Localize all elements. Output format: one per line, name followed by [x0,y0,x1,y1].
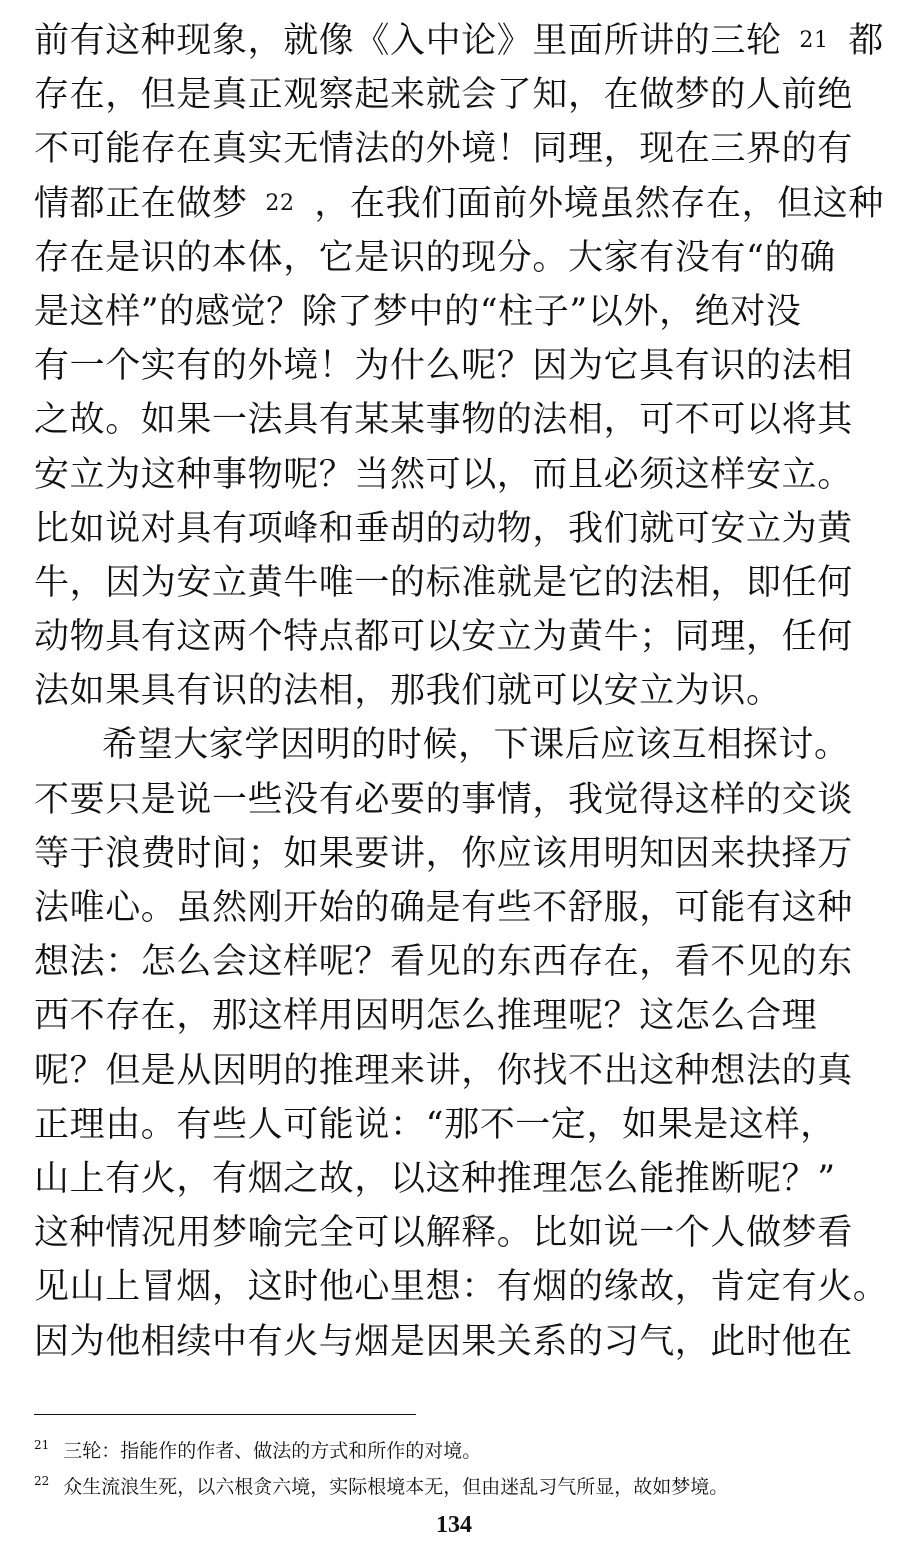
text-line [34,231,884,285]
text-line [34,664,884,718]
text-line [34,1315,884,1369]
text-line [34,881,884,935]
line-text: 动物具有这两个特点都可以安立为黄牛；同理，任何 [34,617,853,658]
text-line [34,122,884,176]
line-text: 山上有火，有烟之故，以这种推理怎么能推断呢？” [34,1158,836,1199]
line-text: 见山上冒烟，这时他心里想：有烟的缘故，肯定有火。 [34,1267,889,1308]
line-text: 比如说对具有项峰和垂胡的动物，我们就可安立为黄 [34,508,853,549]
line-text: 安立为这种事物呢？当然可以，而且必须这样安立。 [34,454,853,495]
line-text: 不可能存在真实无情法的外境！同理，现在三界的有 [34,129,853,170]
line-text: 不要只是说一些没有必要的事情，我觉得这样的交谈 [34,779,853,820]
footnote-text: 三轮：指能作的作者、做法的方式和所作的对境。 [63,1440,482,1462]
footnote-21 [34,1430,884,1466]
text-line [34,393,884,447]
page-number: 134 [436,1512,472,1538]
line-text: 希望大家学因明的时候，下课后应该互相探讨。 [102,725,850,766]
text-line [34,989,884,1043]
text-line [34,1260,889,1314]
text-line [34,1098,884,1152]
footnote-number: 22 [34,1474,50,1488]
footnotes [34,1430,884,1502]
text-line [34,68,884,122]
line-text: ，在我们面前外境虽然存在，但这种 [314,183,884,224]
line-text: 情都正在做梦 [34,183,248,224]
footnote-22 [34,1466,884,1502]
line-text: 等于浪费时间；如果要讲，你应该用明知因来抉择万 [34,833,853,874]
line-text: 存在是识的本体，它是识的现分。大家有没有“的确 [34,237,836,278]
text-line [34,502,884,556]
line-text: 之故。如果一法具有某某事物的法相，可不可以将其 [34,400,853,441]
text-line [34,610,884,664]
text-line [34,339,884,393]
line-text: 西不存在，那这样用因明怎么推理呢？这怎么合理 [34,996,818,1037]
footnote-number: 21 [34,1438,50,1452]
body-text [34,14,889,1369]
text-line [34,1206,884,1260]
text-line [34,1044,884,1098]
line-text: 正理由。有些人可能说：“那不一定，如果是这样， [34,1104,836,1145]
text-line [34,1152,884,1206]
line-text: 这种情况用梦喻完全可以解释。比如说一个人做梦看 [34,1213,853,1254]
text-line [34,448,884,502]
footnote-text: 众生流浪生死，以六根贪六境，实际根境本无，但由迷乱习气所显，故如梦境。 [63,1476,729,1498]
paragraph-start-line [34,718,884,772]
text-line [34,827,884,881]
footnote-divider [34,1414,416,1415]
text-line [34,285,884,339]
text-line [34,773,884,827]
text-line: 前有这种现象，就像《入中论》里面所讲的三轮 21 都 [34,14,884,68]
text-line [34,556,884,610]
line-text: 存在，但是真正观察起来就会了知，在做梦的人前绝 [34,75,853,116]
line-text: 法唯心。虽然刚开始的确是有些不舒服，可能有这种 [34,888,853,928]
line-text: 因为他相续中有火与烟是因果关系的习气，此时他在 [34,1321,853,1362]
line-text: 有一个实有的外境！为什么呢？因为它具有识的法相 [34,346,853,387]
line-text: 前有这种现象，就像《入中论》里面所讲的三轮 [34,21,782,61]
line-text: 呢？但是从因明的推理来讲，你找不出这种想法的真 [34,1050,853,1091]
line-text: 是这样”的感觉？除了梦中的“柱子”以外，绝对没 [34,291,802,332]
line-text: 牛，因为安立黄牛唯一的标准就是它的法相，即任何 [34,562,853,603]
text-line [34,935,884,989]
line-text: 想法：怎么会这样呢？看见的东西存在，看不见的东 [34,942,853,983]
line-text: 都 [848,21,884,61]
line-text: 法如果具有识的法相，那我们就可以安立为识。 [34,671,782,712]
text-line: 情都正在做梦 22 ，在我们面前外境虽然存在，但这种 [34,177,884,231]
